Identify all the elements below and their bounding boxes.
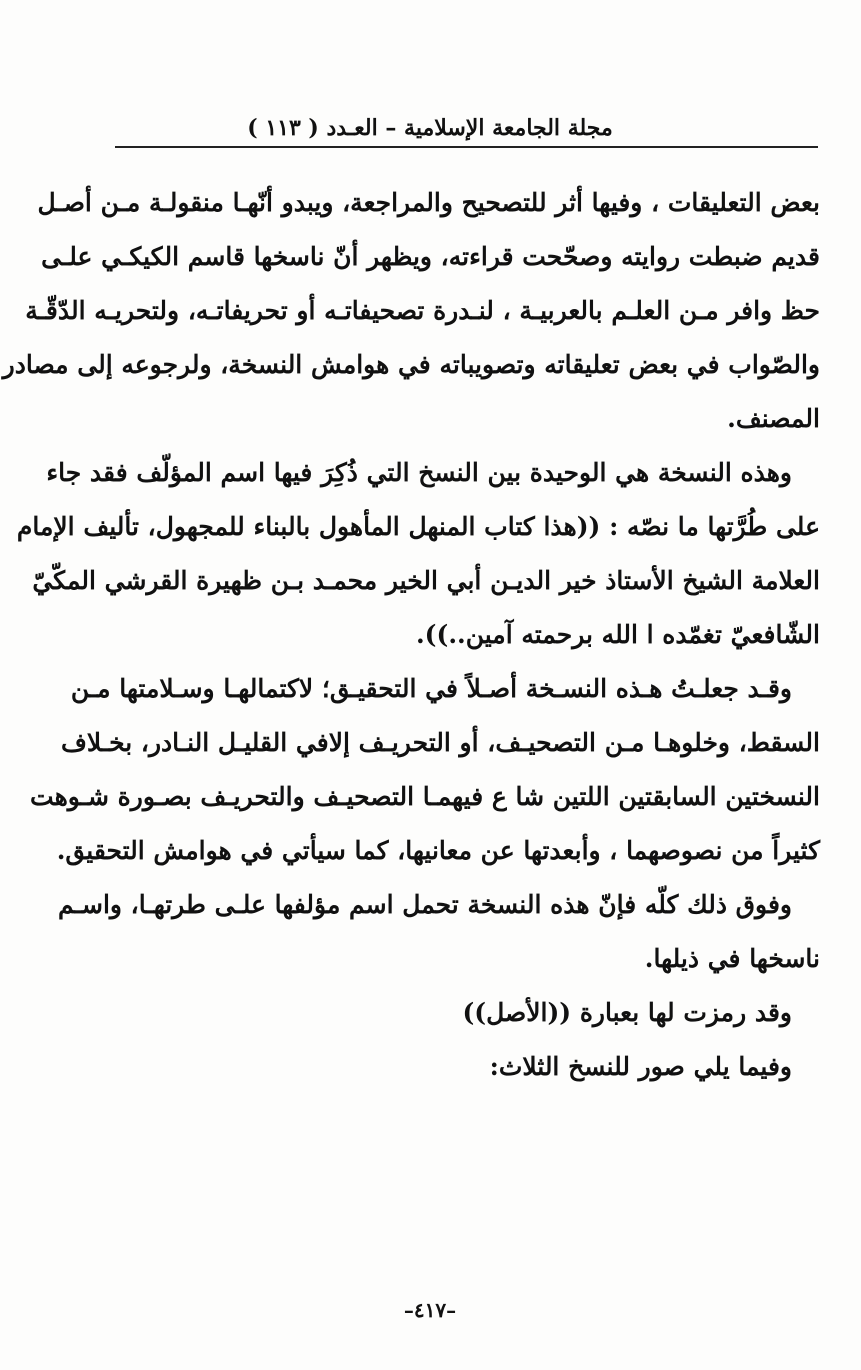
- text-line: بعض التعليقات ، وفيها أثر للتصحيح والمراجعة، ويبدو أنّهـا منقولـة مـن أصـل: [37, 188, 820, 217]
- text-line: وفوق ذلك كلّه فإنّ هذه النسخة تحمل اسم مؤلفها علـى طرتهـا، واسـم: [58, 890, 792, 919]
- text-line: كثيراً من نصوصهما ، وأبعدتها عن معانيها، كما سيأتي في هوامش التحقيق.: [56, 836, 820, 865]
- text-line: السقط، وخلوهـا مـن التصحيـف، أو التحريـف إلافي القليـل النـادر، بخـلاف: [60, 728, 820, 757]
- text-line: ناسخها في ذيلها.: [644, 944, 820, 973]
- text-line: العلامة الشيخ الأستاذ خير الديـن أبي الخير محمـد بـن ظهيرة القرشي المكّيّ: [32, 566, 820, 595]
- text-line: وفيما يلي صور للنسخ الثلاث:: [489, 1052, 792, 1081]
- running-header: مجلة الجامعة الإسلامية – العـدد ( ١١٣ ): [247, 115, 613, 141]
- header-divider: [115, 146, 818, 148]
- text-line: النسختين السابقتين اللتين شا ع فيهمـا التصحيـف والتحريـف بصـورة شـوهت: [30, 782, 820, 811]
- text-line: والصّواب في بعض تعليقاته وتصويباته في هوامش النسخة، ولرجوعه إلى مصادر: [2, 350, 820, 379]
- text-line: وقد رمزت لها بعبارة ((الأصل)): [462, 998, 792, 1027]
- text-line: قديم ضبطت روايته وصحّحت قراءته، ويظهر أنّ ناسخها قاسم الكيكـي علـى: [41, 242, 820, 271]
- text-line: المصنف.: [727, 404, 820, 433]
- body-text: [2, 176, 820, 1094]
- text-line: وهذه النسخة هي الوحيدة بين النسخ التي ذُكِرَ فيها اسم المؤلّف فقد جاء: [46, 458, 792, 487]
- text-line: على طُرَّتها ما نصّه : ((هذا كتاب المنهل المأهول بالبناء للمجهول، تأليف الإمام: [16, 512, 820, 541]
- text-line: وقـد جعلـتُ هـذه النسـخة أصـلاً في التحقيـق؛ لاكتمالهـا وسـلامتها مـن: [70, 674, 792, 703]
- text-line: حظ وافر مـن العلـم بالعربيـة ، لنـدرة تصحيفاتـه أو تحريفاتـه، ولتحريـه الدّقّـة: [25, 296, 820, 325]
- page-number: –٤١٧–: [403, 1298, 457, 1322]
- text-line: الشّافعيّ تغمّده ا الله برحمته آمين..)).: [415, 620, 820, 649]
